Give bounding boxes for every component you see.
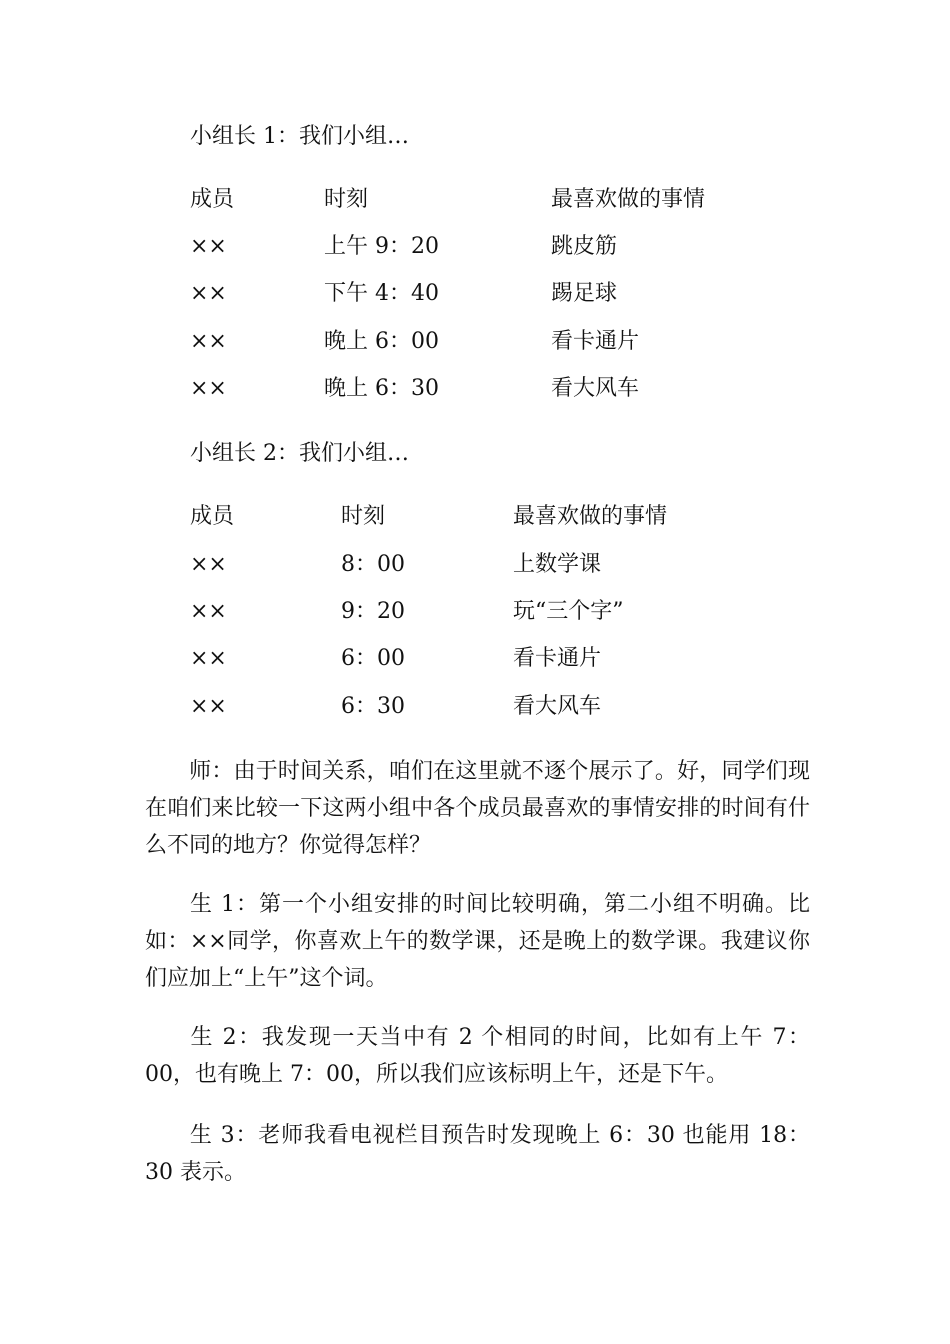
group1-row2-time: 下午 4：40 [324, 281, 439, 306]
paragraph-student3 [145, 1117, 810, 1191]
group2-title: 小组长 2：我们小组… [190, 441, 409, 466]
paragraph-teacher [145, 753, 810, 864]
group1-row4-activity: 看大风车 [551, 376, 640, 401]
group1-row2-activity: 踢足球 [551, 281, 618, 306]
paragraph-student2-text: 生 2：我发现一天当中有 2 个相同的时间，比如有上午 7：00，也有晚上 7：00，所以我们应该标明上午，还是下午。 [145, 1025, 810, 1087]
group2-header-member: 成员 [190, 504, 235, 529]
group2-header-activity: 最喜欢做的事情 [513, 504, 668, 529]
group1-row3-member: ×× [190, 329, 227, 354]
group2-row3-activity: 看卡通片 [513, 646, 602, 671]
paragraph-student1-text: 生 1：第一个小组安排的时间比较明确，第二小组不明确。比如：××同学，你喜欢上午的数学课，还是晚上的数学课。我建议你们应加上“上午”这个词。 [145, 892, 810, 991]
group2-header-time: 时刻 [341, 504, 386, 529]
group2-row4-time: 6：30 [341, 694, 405, 719]
group2-row2-member: ×× [190, 599, 227, 624]
group1-row3-activity: 看卡通片 [551, 329, 640, 354]
paragraph-student1 [145, 886, 810, 997]
paragraph-teacher-text: 师：由于时间关系，咱们在这里就不逐个展示了。好，同学们现在咱们来比较一下这两小组中各个成员最喜欢的事情安排的时间有什么不同的地方？你觉得怎样？ [145, 759, 810, 858]
paragraph-student3-text: 生 3：老师我看电视栏目预告时发现晚上 6：30 也能用 18：30 表示。 [145, 1123, 810, 1185]
group1-header-activity: 最喜欢做的事情 [551, 187, 706, 212]
group1-row4-member: ×× [190, 376, 227, 401]
group2-row2-time: 9：20 [341, 599, 405, 624]
paragraph-student2 [145, 1019, 810, 1093]
group1-row3-time: 晚上 6：00 [324, 329, 439, 354]
group1-row1-time: 上午 9：20 [324, 234, 439, 259]
group1-header-member: 成员 [190, 187, 235, 212]
group1-row1-member: ×× [190, 234, 227, 259]
group2-row4-activity: 看大风车 [513, 694, 602, 719]
group2-row1-member: ×× [190, 552, 227, 577]
group2-row3-member: ×× [190, 646, 227, 671]
group2-row3-time: 6：00 [341, 646, 405, 671]
group2-row1-time: 8：00 [341, 552, 405, 577]
group1-row2-member: ×× [190, 281, 227, 306]
group2-row1-activity: 上数学课 [513, 552, 602, 577]
group1-row1-activity: 跳皮筋 [551, 234, 618, 259]
group1-row4-time: 晚上 6：30 [324, 376, 439, 401]
group2-row4-member: ×× [190, 694, 227, 719]
group1-title: 小组长 1：我们小组… [190, 124, 409, 149]
group2-row2-activity: 玩“三个字” [513, 599, 624, 624]
group1-header-time: 时刻 [324, 187, 369, 212]
